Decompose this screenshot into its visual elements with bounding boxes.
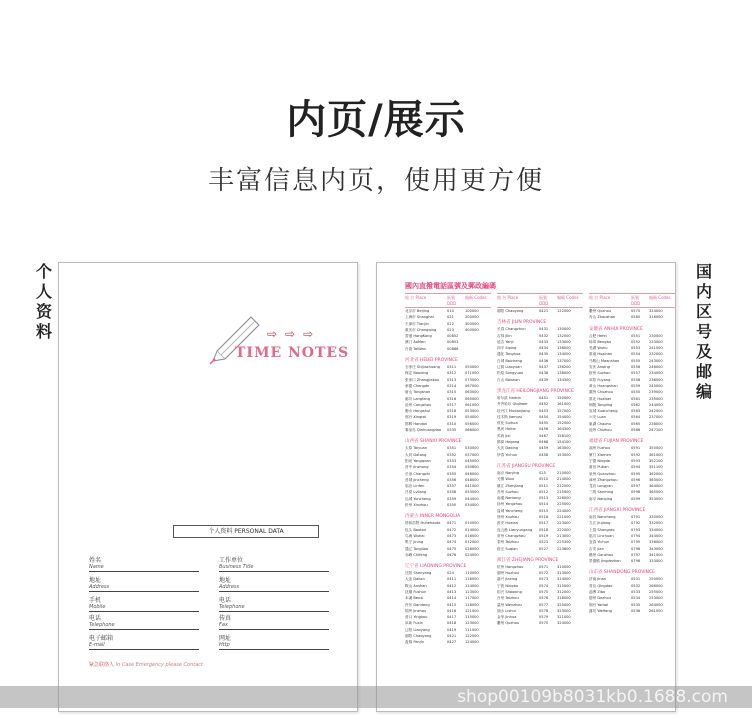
- table-row: 忻州 Xinzhou 0350 034000: [405, 503, 479, 508]
- table-row: 丹东 Dandong 0415 118000: [405, 602, 479, 607]
- table-row: 上海市 Shanghai 021 200000: [405, 315, 479, 320]
- table-row: 滁州 Chuzhou 0550 239000: [589, 390, 663, 395]
- table-row: 阜新 Fuxin 0418 123000: [405, 621, 479, 626]
- table-row: 鞍山 Anshan 0412 114000: [405, 583, 479, 588]
- emergency-en: In Case Emergency please Contact: [115, 662, 203, 668]
- table-row: 台州 Taizhou 0576 318000: [497, 596, 571, 601]
- field-label-cn: 手机: [89, 597, 102, 604]
- province-heading: 吉林省 JILIN PROVINCE: [497, 320, 547, 326]
- personal-field: [219, 557, 329, 572]
- field-label-cn: 电子邮箱: [89, 635, 114, 642]
- table-row: 泰州 Taizhou 0523 225300: [497, 540, 571, 545]
- table-row: 通化 Tonghua 0435 134000: [497, 352, 571, 357]
- area-code-column: [497, 293, 583, 627]
- personal-data-page: [58, 262, 358, 712]
- table-row: 宁波 Ningbo 0574 315000: [497, 583, 571, 588]
- table-row: 北京市 Beijing 010 100000: [405, 309, 479, 313]
- table-row: 佳木斯 Jiamusi 0454 154000: [497, 414, 571, 419]
- table-row: 辽阳 Liaoyang 0419 111000: [405, 627, 479, 632]
- table-row: 黑河 Heihe 0456 164300: [497, 427, 571, 432]
- field-label-cn: 传真: [219, 615, 232, 622]
- table-row: 六安 Luan 0564 237000: [589, 415, 663, 420]
- field-line[interactable]: [219, 629, 329, 630]
- province-heading: 黑龙江省 HEILONGJIANG PROVINCE: [497, 388, 574, 394]
- field-label-en: Fax: [219, 622, 228, 628]
- table-row: 嘉兴 Jiaxing 0573 314000: [497, 577, 571, 582]
- table-row: 呼和浩特 Huhehaote 0471 010000: [405, 521, 479, 526]
- table-row: 盘锦 Panjin 0427 124000: [405, 640, 479, 645]
- table-row: 景德镇 Jingdezhen 0798 333000: [589, 559, 663, 564]
- province-heading: 浙江省 ZHEJIANG PROVINCE: [497, 557, 559, 563]
- table-row: 鸡西 Jixi 0467 158100: [497, 433, 571, 438]
- table-row: 福州 Fuzhou 0591 350000: [589, 446, 663, 451]
- field-label-en: Address: [219, 584, 240, 590]
- table-row: 连云港 Lianyungang 0518 222000: [497, 527, 571, 532]
- table-row: 运城 Yuncheng 0359 044000: [405, 496, 479, 501]
- brand-logo: TIME NOTES: [235, 345, 350, 361]
- province-heading: 山西省 SHANXI PROVINCE: [405, 439, 462, 445]
- table-row: 无锡 Wuxi 0510 214000: [497, 477, 571, 482]
- table-row: 温州 Wenzhou 0577 325000: [497, 602, 571, 607]
- table-row: 锦州 Jinzhou 0416 121000: [405, 608, 479, 613]
- table-row: 吉安 Jian 0796 343000: [589, 546, 663, 551]
- field-label-en: Http: [219, 642, 230, 648]
- field-label-en: Name: [89, 564, 104, 570]
- field-line[interactable]: [89, 649, 199, 650]
- table-row: 晋城 Jincheng 0356 048000: [405, 477, 479, 482]
- personal-field: [219, 615, 329, 630]
- table-row: 天津市 Tianjin 022 300000: [405, 321, 479, 326]
- field-label-en: Address: [89, 584, 110, 590]
- table-row: 宿迁 Suqian 0527 223800: [497, 546, 571, 551]
- table-row: 赤峰 Chifeng 0476 024000: [405, 552, 479, 557]
- field-line[interactable]: [219, 611, 329, 612]
- personal-field: [89, 635, 199, 650]
- table-row: 澳门 AoMen 00853: [405, 340, 459, 345]
- field-line[interactable]: [89, 591, 199, 592]
- table-row: 莆田 Putian 0594 351100: [589, 465, 663, 470]
- table-row: 德州 Dezhou 0534 253000: [589, 596, 663, 601]
- table-row: 上饶 Shangrao 0793 334000: [589, 527, 663, 532]
- table-row: 沧州 Cangzhou 0317 061000: [405, 402, 479, 407]
- table-row: 铜陵 Tongling 0562 244000: [589, 402, 663, 407]
- table-row: 衡水 Hengshui 0318 053000: [405, 409, 479, 414]
- table-row: 宁德 Ningde 0593 352100: [589, 458, 663, 463]
- table-row: 大同 Datong 0352 037000: [405, 452, 479, 457]
- table-row: 包头 Baotou 0472 014000: [405, 527, 479, 532]
- table-row: 张家口 Zhangjiakou 0313 075000: [405, 377, 479, 382]
- table-row: 金华 Jinhua 0579 321000: [497, 615, 571, 620]
- table-row: 营口 Yingkou 0417 115000: [405, 615, 479, 620]
- table-row: 牡丹江 Mudanjiang 0453 157000: [497, 408, 571, 413]
- table-row: 池州 Chizhou 0566 247100: [589, 428, 663, 433]
- table-row: 抚顺 Fushun 0413 113000: [405, 589, 479, 594]
- field-label-cn: 地址: [219, 577, 232, 584]
- personal-data-heading: 个人资料 PERSONAL DATA: [173, 525, 319, 538]
- field-label-en: Telephone: [219, 604, 245, 610]
- table-row: 长春 Changchun 0431 130000: [497, 327, 571, 332]
- area-code-column: [405, 293, 491, 646]
- table-row: 大庆 Daqing 0459 163000: [497, 446, 571, 451]
- table-row: 徐州 Xuzhou 0516 221000: [497, 515, 571, 520]
- area-code-column: [589, 293, 675, 614]
- column-header: 地 名 Place 區號 DDD 編碼 Codes: [405, 293, 491, 308]
- personal-field: [219, 635, 329, 650]
- table-row: 临川 Linchuan 0794 344000: [589, 533, 663, 538]
- table-row: 晋中 Jinzhong 0354 030600: [405, 465, 479, 470]
- emergency-contact-label: [89, 661, 203, 668]
- table-row: 延吉 Yanji 0433 133000: [497, 339, 571, 344]
- table-row: 漳州 Zhangzhou 0596 363000: [589, 477, 663, 482]
- table-row: 舟山 Zhoushan 0580 316000: [589, 315, 663, 320]
- table-row: 蚌埠 Bengbu 0552 233000: [589, 339, 663, 344]
- province-heading: 安徽省 ANHUI PROVINCE: [589, 326, 643, 332]
- table-row: 衢州 Quzhou 0570 324000: [589, 309, 663, 313]
- table-row: 松原 Songyuan 0438 138000: [497, 371, 571, 376]
- table-row: 青岛 Qingdao 0532 266000: [589, 583, 663, 588]
- table-row: 鹤岗 Hegang 0468 154100: [497, 440, 571, 445]
- field-line[interactable]: [89, 571, 199, 572]
- field-line[interactable]: [89, 629, 199, 630]
- table-row: 绥化 Suihua 0455 152000: [497, 421, 571, 426]
- field-label-en: E-mail: [89, 642, 105, 648]
- table-row: 厦门 Xiamen 0592 361000: [589, 452, 663, 457]
- table-row: 南昌 Nanchang 0791 330000: [589, 515, 663, 520]
- watermark: shop00109b8031kb0.1688.com: [0, 686, 752, 708]
- table-row: 阳泉 Yangquan 0353 045000: [405, 458, 479, 463]
- table-row: 南通 Nantong 0513 226000: [497, 496, 571, 501]
- table-row: 常州 Changzhou 0519 213000: [497, 533, 571, 538]
- province-heading: 江苏省 JIANGSU PROVINCE: [497, 463, 556, 469]
- table-row: 香港 HongKong 00852: [405, 334, 459, 339]
- table-row: 扬州 Yangzhou 0514 225000: [497, 502, 571, 507]
- table-row: 宿州 Suzhou 0557 234000: [589, 371, 663, 376]
- table-row: 济南 Jinan 0531 250000: [589, 577, 663, 582]
- table-row: 齐齐哈尔 Qiqihaer 0452 161000: [497, 402, 571, 407]
- province-heading: 山东省 SHANDONG PROVINCE: [589, 570, 655, 576]
- table-row: 宣城 Xuancheng 0563 242000: [589, 409, 663, 414]
- table-row: 安庆 Anqing 0556 246000: [589, 365, 663, 370]
- table-row: 承德 Chengde 0314 067000: [405, 383, 479, 388]
- province-heading: 福建省 FUJIAN PROVINCE: [589, 439, 644, 445]
- table-row: 杭州 Hangzhou 0571 310000: [497, 564, 571, 569]
- table-row: 淮南 Huainan 0554 232000: [589, 352, 663, 357]
- table-row: 九江 Jiujiang 0792 332000: [589, 521, 663, 526]
- table-row: 集宁 Jining 0474 012000: [405, 540, 479, 545]
- table-row: 三明 Sanming 0598 365000: [589, 490, 663, 495]
- table-row: 重庆市 Chongqing 023 400000: [405, 327, 479, 332]
- field-line[interactable]: [89, 611, 199, 612]
- province-heading: 内蒙古 INNER MONGOLIA: [405, 514, 461, 520]
- table-row: 邢台 Xingtai 0319 054000: [405, 415, 479, 420]
- province-heading: 辽宁省 LIAONING PROVINCE: [405, 564, 467, 570]
- field-label-cn: 姓名: [89, 557, 102, 564]
- table-row: 台湾 TaiWan 00886: [405, 346, 459, 351]
- table-row: 苏州 Suzhou 0512 215000: [497, 489, 571, 494]
- table-row: 巢湖 Chaohu 0565 238000: [589, 421, 663, 426]
- personal-field: [89, 615, 199, 630]
- field-label-en: Mobile: [89, 604, 106, 610]
- field-label-cn: 网址: [219, 635, 232, 642]
- table-row: 盐城 Yancheng 0515 224000: [497, 508, 571, 513]
- table-row: 吕梁 Lvliang 0358 033000: [405, 490, 479, 495]
- province-heading: 河北省 HEBEI PROVINCE: [405, 358, 458, 364]
- table-row: 通辽 Tongliao 0475 028000: [405, 546, 479, 551]
- table-row: 白山 Baishan 0439 134300: [497, 377, 571, 382]
- field-label-cn: 工作单位: [219, 557, 244, 564]
- table-row: 朝阳 Chaoyang 0421 122000: [497, 309, 571, 313]
- table-row: 泉州 Quanzhou 0595 362000: [589, 471, 663, 476]
- table-row: 烟台 Yantai 0535 264000: [589, 602, 663, 607]
- field-line[interactable]: [219, 649, 329, 650]
- table-row: 合肥 Hefei 0551 230000: [589, 333, 663, 338]
- table-row: 南京 Nanjing 025 210000: [497, 470, 571, 475]
- column-header: 地 名 Place 區號 DDD 編碼 Codes: [589, 293, 675, 308]
- table-row: 镇江 Zhenjiang 0511 212000: [497, 483, 571, 488]
- table-row: 临汾 Linfen 0357 041000: [405, 484, 479, 489]
- personal-field: [219, 597, 329, 612]
- table-row: 太原 Taiyuan 0351 030000: [405, 446, 479, 451]
- table-row: 哈尔滨 Harbin 0451 150000: [497, 395, 571, 400]
- table-row: 黄山 Huangshan 0559 245000: [589, 383, 663, 388]
- personal-field: [89, 577, 199, 592]
- table-row: 邯郸 Handan 0310 056000: [405, 421, 479, 426]
- table-row: 衢州 Quzhou 0570 324000: [497, 621, 571, 626]
- table-row: 保定 Baoding 0312 071000: [405, 371, 479, 376]
- table-row: 赣州 Ganzhou 0797 341000: [589, 552, 663, 557]
- personal-field: [219, 577, 329, 592]
- field-label-cn: 电话: [89, 615, 102, 622]
- area-code-page: [376, 262, 676, 712]
- table-row: 潍坊 Weifang 0536 261000: [589, 608, 663, 613]
- left-side-label: 个人资料: [35, 262, 52, 341]
- table-row: 沈阳 Shenyang 024 110000: [405, 571, 479, 576]
- table-row: 绍兴 Shaoxing 0575 312000: [497, 589, 571, 594]
- field-label-cn: 电话: [219, 597, 232, 604]
- page-title: 内页/展示: [286, 97, 466, 143]
- table-row: 朝阳 Chaoyang 0421 122000: [405, 634, 479, 639]
- table-row: 龙岩 Longyan 0597 364000: [589, 484, 663, 489]
- table-row: 宜春 Yichun 0795 336000: [589, 540, 663, 545]
- table-row: 廊坊 Langfang 0316 065000: [405, 396, 479, 401]
- table-row: 丽水 Lishui 0578 323000: [497, 608, 571, 613]
- table-row: 石家庄 Shijiazhuang 0311 050000: [405, 365, 479, 370]
- emergency-cn: 紧急联络人: [89, 662, 115, 668]
- field-label-cn: 地址: [89, 577, 102, 584]
- table-row: 长治 Changzhi 0355 046000: [405, 471, 479, 476]
- table-row: 阜阳 Fuyang 0558 236000: [589, 377, 663, 382]
- field-label-en: Business Title: [219, 564, 254, 570]
- field-label-en: Telephone: [89, 622, 115, 628]
- table-row: 芜湖 Wuhu 0553 241000: [589, 346, 663, 351]
- table-row: 湖州 Huzhou 0572 313000: [497, 571, 571, 576]
- table-row: 大连 Dalian 0411 116000: [405, 577, 479, 582]
- table-row: 乌海 Wuhai 0473 016000: [405, 533, 479, 538]
- personal-field: [89, 597, 199, 612]
- column-header: 地 名 Place 區號 DDD 編碼 Codes: [497, 293, 583, 308]
- table-row: 南平 Nanping 0599 353000: [589, 496, 663, 501]
- field-line[interactable]: [219, 591, 329, 592]
- table-row: 伊春 Yichun 0458 153000: [497, 452, 571, 457]
- arrow-icons: ⇨⇨⇨: [267, 327, 322, 341]
- table-row: 吉林 Jilin 0432 132000: [497, 333, 571, 338]
- table-row: 淮安 Huaian 0517 223000: [497, 521, 571, 526]
- area-code-heading: 國內直撥電話區號及郵政編碼: [405, 282, 496, 290]
- table-row: 淄博 Zibo 0533 255000: [589, 589, 663, 594]
- table-row: 马鞍山 Maanshan 0555 243000: [589, 358, 663, 363]
- personal-field: [89, 557, 199, 572]
- table-row: 秦皇岛 Qinhuangdao 0335 066000: [405, 428, 479, 433]
- table-row: 淮北 Huaibei 0561 235000: [589, 396, 663, 401]
- table-row: 辽源 Liaoyuan 0437 136200: [497, 365, 571, 370]
- table-row: 唐山 Tangshan 0315 063000: [405, 390, 479, 395]
- province-heading: 江西省 JIANGXI PROVINCE: [589, 508, 646, 514]
- table-row: 四平 Siping 0434 136000: [497, 346, 571, 351]
- table-row: 本溪 Benxi 0414 117000: [405, 596, 479, 601]
- field-line[interactable]: [219, 571, 329, 572]
- page-subtitle: 丰富信息内页，使用更方便: [207, 166, 544, 196]
- right-side-label: 国内区号及邮编: [695, 262, 712, 401]
- table-row: 白城 Baicheng 0436 137000: [497, 358, 571, 363]
